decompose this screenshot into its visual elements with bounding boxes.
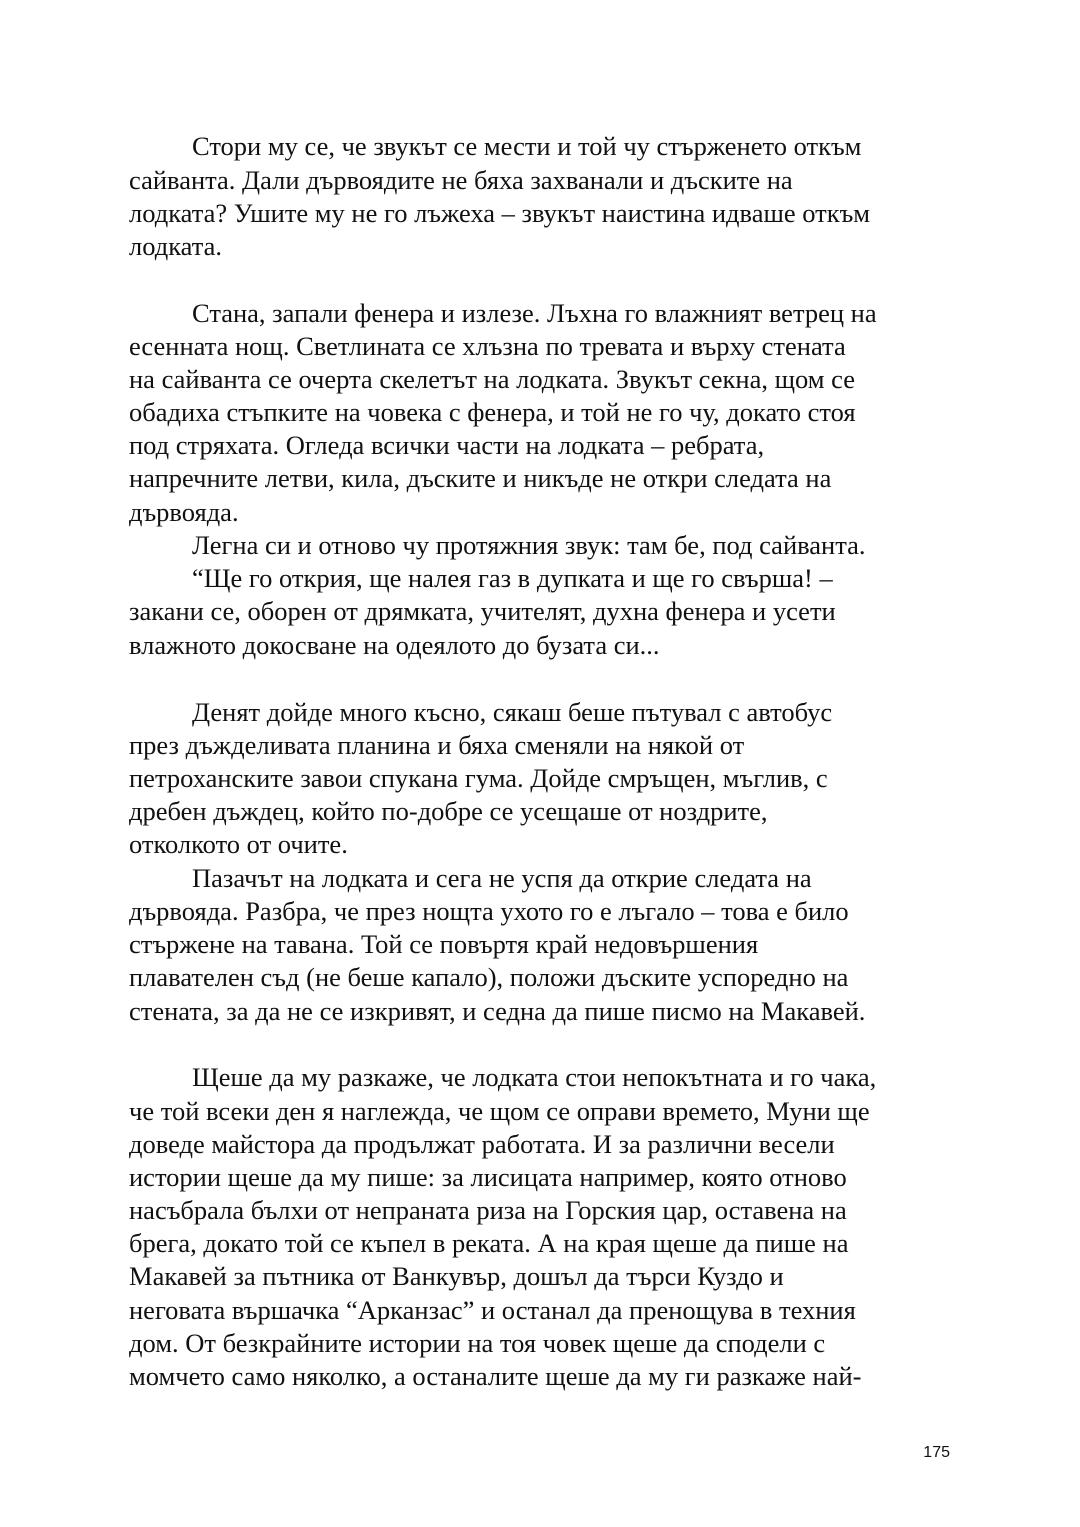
text-line: напречните летви, кила, дъските и никъде не откри следата на	[129, 463, 832, 493]
text-line: стържене на тавана. Той се повъртя край недовършения	[129, 929, 759, 959]
text-line: Стана, запали фенера и излезе. Лъхна го влажният ветрец на	[192, 298, 877, 328]
text-line: под стряхата. Огледа всички части на лодката – ребрата,	[129, 430, 765, 460]
text-line: плавателен съд (не беше капало), положи дъските успоредно на	[129, 962, 849, 992]
text-line: брега, докато той се къпел в реката. А на края щеше да пише на	[129, 1228, 849, 1258]
text-line: влажното докосване на одеялото до бузата си...	[129, 630, 660, 660]
text-line: дървояда. Разбра, че през нощта ухото го е лъгало – това е било	[129, 896, 849, 926]
text-line: стената, за да не се изкривят, и седна да пише писмо на Макавей.	[129, 996, 866, 1026]
text-line: доведе майстора да продължат работата. И за различни весели	[129, 1129, 835, 1159]
text-line: лодката.	[129, 231, 223, 261]
text-line: Денят дойде много късно, сякаш беше пътувал с автобус	[192, 697, 833, 727]
text-line: “Ще го открия, ще налея газ в дупката и ще го свърша! –	[192, 563, 833, 593]
text-line: истории щеше да му пише: за лисицата например, която отново	[129, 1162, 847, 1192]
text-line: че той всеки ден я наглежда, че щом се оправи времето, Муни ще	[129, 1096, 870, 1126]
text-line: закани се, оборен от дрямката, учителят, духна фенера и усети	[129, 596, 836, 626]
text-line: петроханските завои спукана гума. Дойде смръщен, мъглив, с	[129, 763, 828, 793]
text-line: момчето само няколко, а останалите щеше да му ги разкаже най-	[129, 1361, 862, 1391]
text-line: на сайванта се очерта скелетът на лодката. Звукът секна, щом се	[129, 364, 855, 394]
text-line: есенната нощ. Светлината се хлъзна по тревата и върху стената	[129, 331, 846, 361]
text-line: Стори му се, че звукът се мести и той чу стърженето откъм	[192, 131, 862, 161]
text-line: Макавей за пътника от Ванкувър, дошъл да търси Куздо и	[129, 1261, 784, 1291]
text-line: насъбрала бълхи от непраната риза на Горския цар, оставена на	[129, 1195, 847, 1225]
text-line: Щеше да му разкаже, че лодката стои непокътната и го чака,	[192, 1062, 877, 1092]
text-line: дребен дъждец, който по-добре се усещаше от ноздрите,	[129, 796, 768, 826]
text-line: отколкото от очите.	[129, 829, 348, 859]
text-line: сайванта. Дали дървоядите не бяха захванали и дъските на	[129, 165, 793, 195]
text-line: Пазачът на лодката и сега не успя да открие следата на	[192, 863, 812, 893]
text-line: обадиха стъпките на човека с фенера, и той не го чу, докато стоя	[129, 397, 856, 427]
text-line: неговата вършачка “Арканзас” и останал да пренощува в техния	[129, 1295, 856, 1325]
text-line: дървояда.	[129, 497, 239, 527]
text-line: през дъжделивата планина и бяха сменяли на някой от	[129, 730, 745, 760]
page-number: 175	[923, 1444, 950, 1461]
text-line: Легна си и отново чу протяжния звук: там бе, под сайванта.	[192, 530, 866, 560]
text-line: лодката? Ушите му не го лъжеха – звукът наистина идваше откъм	[129, 198, 871, 228]
text-line: дом. От безкрайните истории на тоя човек щеше да сподели с	[129, 1328, 826, 1358]
